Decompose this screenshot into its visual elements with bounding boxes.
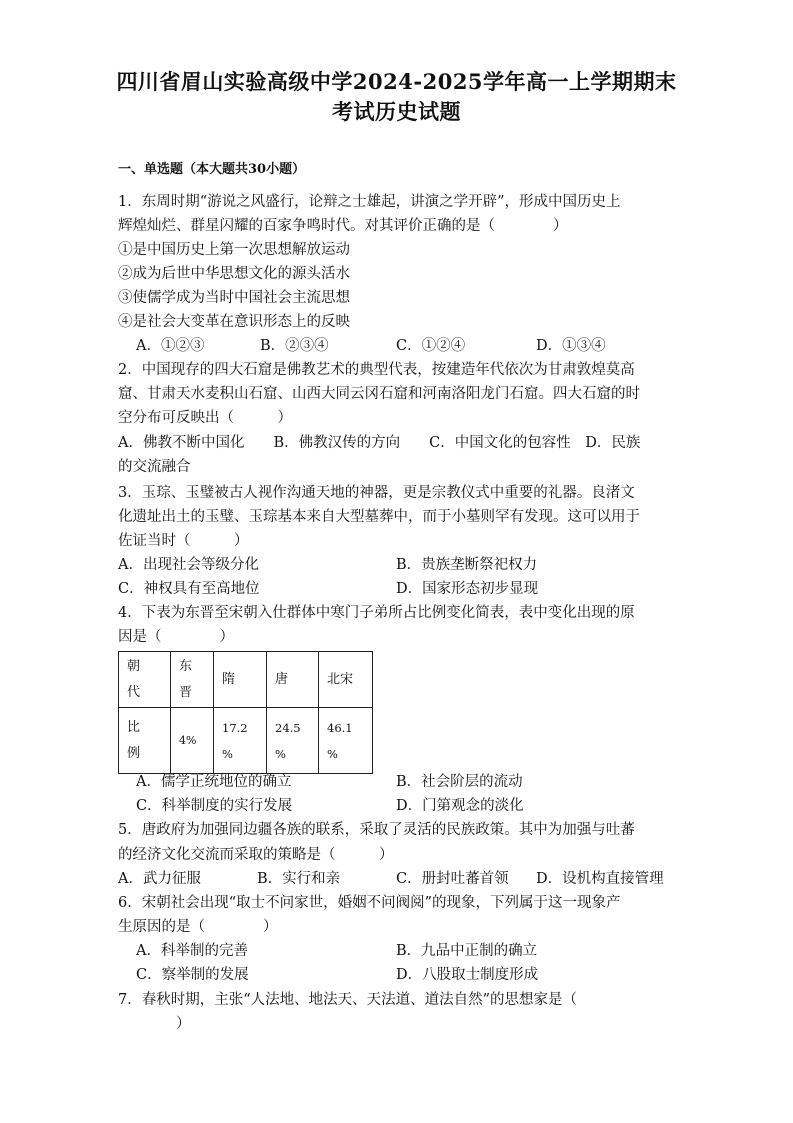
q6-option-a: A．科举制的完善	[136, 943, 248, 959]
q4-stem-line-2: 因是（ ）	[118, 629, 234, 645]
table-cell: 隋	[214, 652, 267, 708]
q6-stem-line-2: 生原因的是（ ）	[118, 919, 278, 935]
q1-option-c: C．①②④	[396, 338, 466, 354]
q3-option-d: D．国家形态初步显现	[396, 581, 539, 597]
q6-option-d: D．八股取士制度形成	[396, 967, 539, 983]
q7-stem-line-1: 7．春秋时期，主张“人法地、地法天、天法道、道法自然”的思想家是（	[118, 992, 578, 1008]
table-cell: 4%	[171, 708, 214, 774]
q1-stem-line-2: 辉煌灿烂、群星闪耀的百家争鸣时代。对其评价正确的是（ ）	[118, 218, 568, 234]
q3-option-a: A．出现社会等级分化	[118, 557, 259, 573]
q3-option-c: C．神权具有至高地位	[118, 581, 260, 597]
q2-stem-line-3: 空分布可反映出（ ）	[118, 410, 292, 426]
q1-statement-4: ④是社会大变革在意识形态上的反映	[118, 314, 350, 330]
q4-stem-line-1: 4．下表为东晋至宋朝入仕群体中寒门子弟所占比例变化简表，表中变化出现的原	[118, 605, 635, 621]
q5-stem-line-1: 5．唐政府为加强同边疆各族的联系，采取了灵活的民族政策。其中为加强与吐蕃	[118, 822, 635, 838]
exam-title-line-1: 四川省眉山实验高级中学2024-2025学年高一上学期期末	[116, 69, 677, 94]
q3-option-b: B．贵族垄断祭祀权力	[396, 557, 538, 573]
q1-option-a: A．①②③	[136, 338, 205, 354]
table-header-row	[119, 652, 373, 708]
q2-stem-line-2: 窟、甘肃天水麦积山石窟、山西大同云冈石窟和河南洛阳龙门石窟。四大石窟的时	[118, 386, 640, 402]
q1-statement-3: ③使儒学成为当时中国社会主流思想	[118, 290, 350, 306]
q4-option-d: D．门第观念的淡化	[396, 798, 524, 814]
q1-option-b: B．②③④	[260, 338, 329, 354]
q6-stem-line-1: 6．宋朝社会出现“取士不问家世，婚姻不问阀阅”的现象，下列属于这一现象产	[118, 895, 621, 911]
q4-option-b: B．社会阶层的流动	[396, 774, 523, 790]
q7-stem-line-2: ）	[176, 1016, 191, 1032]
table-cell: 北宋	[319, 652, 373, 708]
q2-options: A．佛教不断中国化 B．佛教汉传的方向 C．中国文化的包容性 D．民族	[118, 435, 641, 451]
q1-stem-line-1: 1．东周时期“游说之风盛行，论辩之士雄起，讲演之学开辟”，形成中国历史上	[118, 194, 621, 210]
table-cell: 唐	[267, 652, 319, 708]
table-cell: 17.2 %	[214, 708, 267, 774]
q6-option-c: C．察举制的发展	[136, 967, 249, 983]
q2-options-cont: 的交流融合	[118, 459, 191, 475]
q3-stem-line-2: 化遗址出土的玉璧、玉琮基本来自大型墓葬中，而于小墓则罕有发现。这可以用于	[118, 509, 640, 525]
q1-statement-2: ②成为后世中华思想文化的源头活水	[118, 266, 350, 282]
q2-stem-line-1: 2．中国现存的四大石窟是佛教艺术的典型代表，按建造年代依次为甘肃敦煌莫高	[118, 362, 635, 378]
table-cell: 东 晋	[171, 652, 214, 708]
table-cell: 46.1 %	[319, 708, 373, 774]
table-cell: 比 例	[119, 708, 171, 774]
q4-option-c: C．科举制度的实行发展	[136, 798, 293, 814]
q5-stem-line-2: 的经济文化交流而采取的策略是（ ）	[118, 847, 394, 863]
q3-stem-line-3: 佐证当时（ ）	[118, 533, 249, 549]
q4-option-a: A．儒学正统地位的确立	[136, 774, 292, 790]
section-heading: 一、单选题（本大题共30小题）	[118, 162, 306, 177]
q5-option-a: A．武力征服	[118, 871, 201, 887]
q1-option-d: D．①③④	[536, 338, 606, 354]
table-cell: 朝 代	[119, 652, 171, 708]
exam-title-line-2: 考试历史试题	[332, 99, 461, 124]
q6-option-b: B．九品中正制的确立	[396, 943, 538, 959]
q5-option-b: B．实行和亲	[257, 871, 341, 887]
q3-stem-line-1: 3．玉琮、玉璧被古人视作沟通天地的神器，更是宗教仪式中重要的礼器。良渚文	[118, 485, 635, 501]
table-row	[119, 708, 373, 774]
q5-option-c: C．册封吐蕃首领	[396, 871, 509, 887]
q4-data-table	[118, 651, 373, 774]
q1-statement-1: ①是中国历史上第一次思想解放运动	[118, 242, 350, 258]
q5-option-d: D．设机构直接管理	[536, 871, 664, 887]
table-cell: 24.5 %	[267, 708, 319, 774]
